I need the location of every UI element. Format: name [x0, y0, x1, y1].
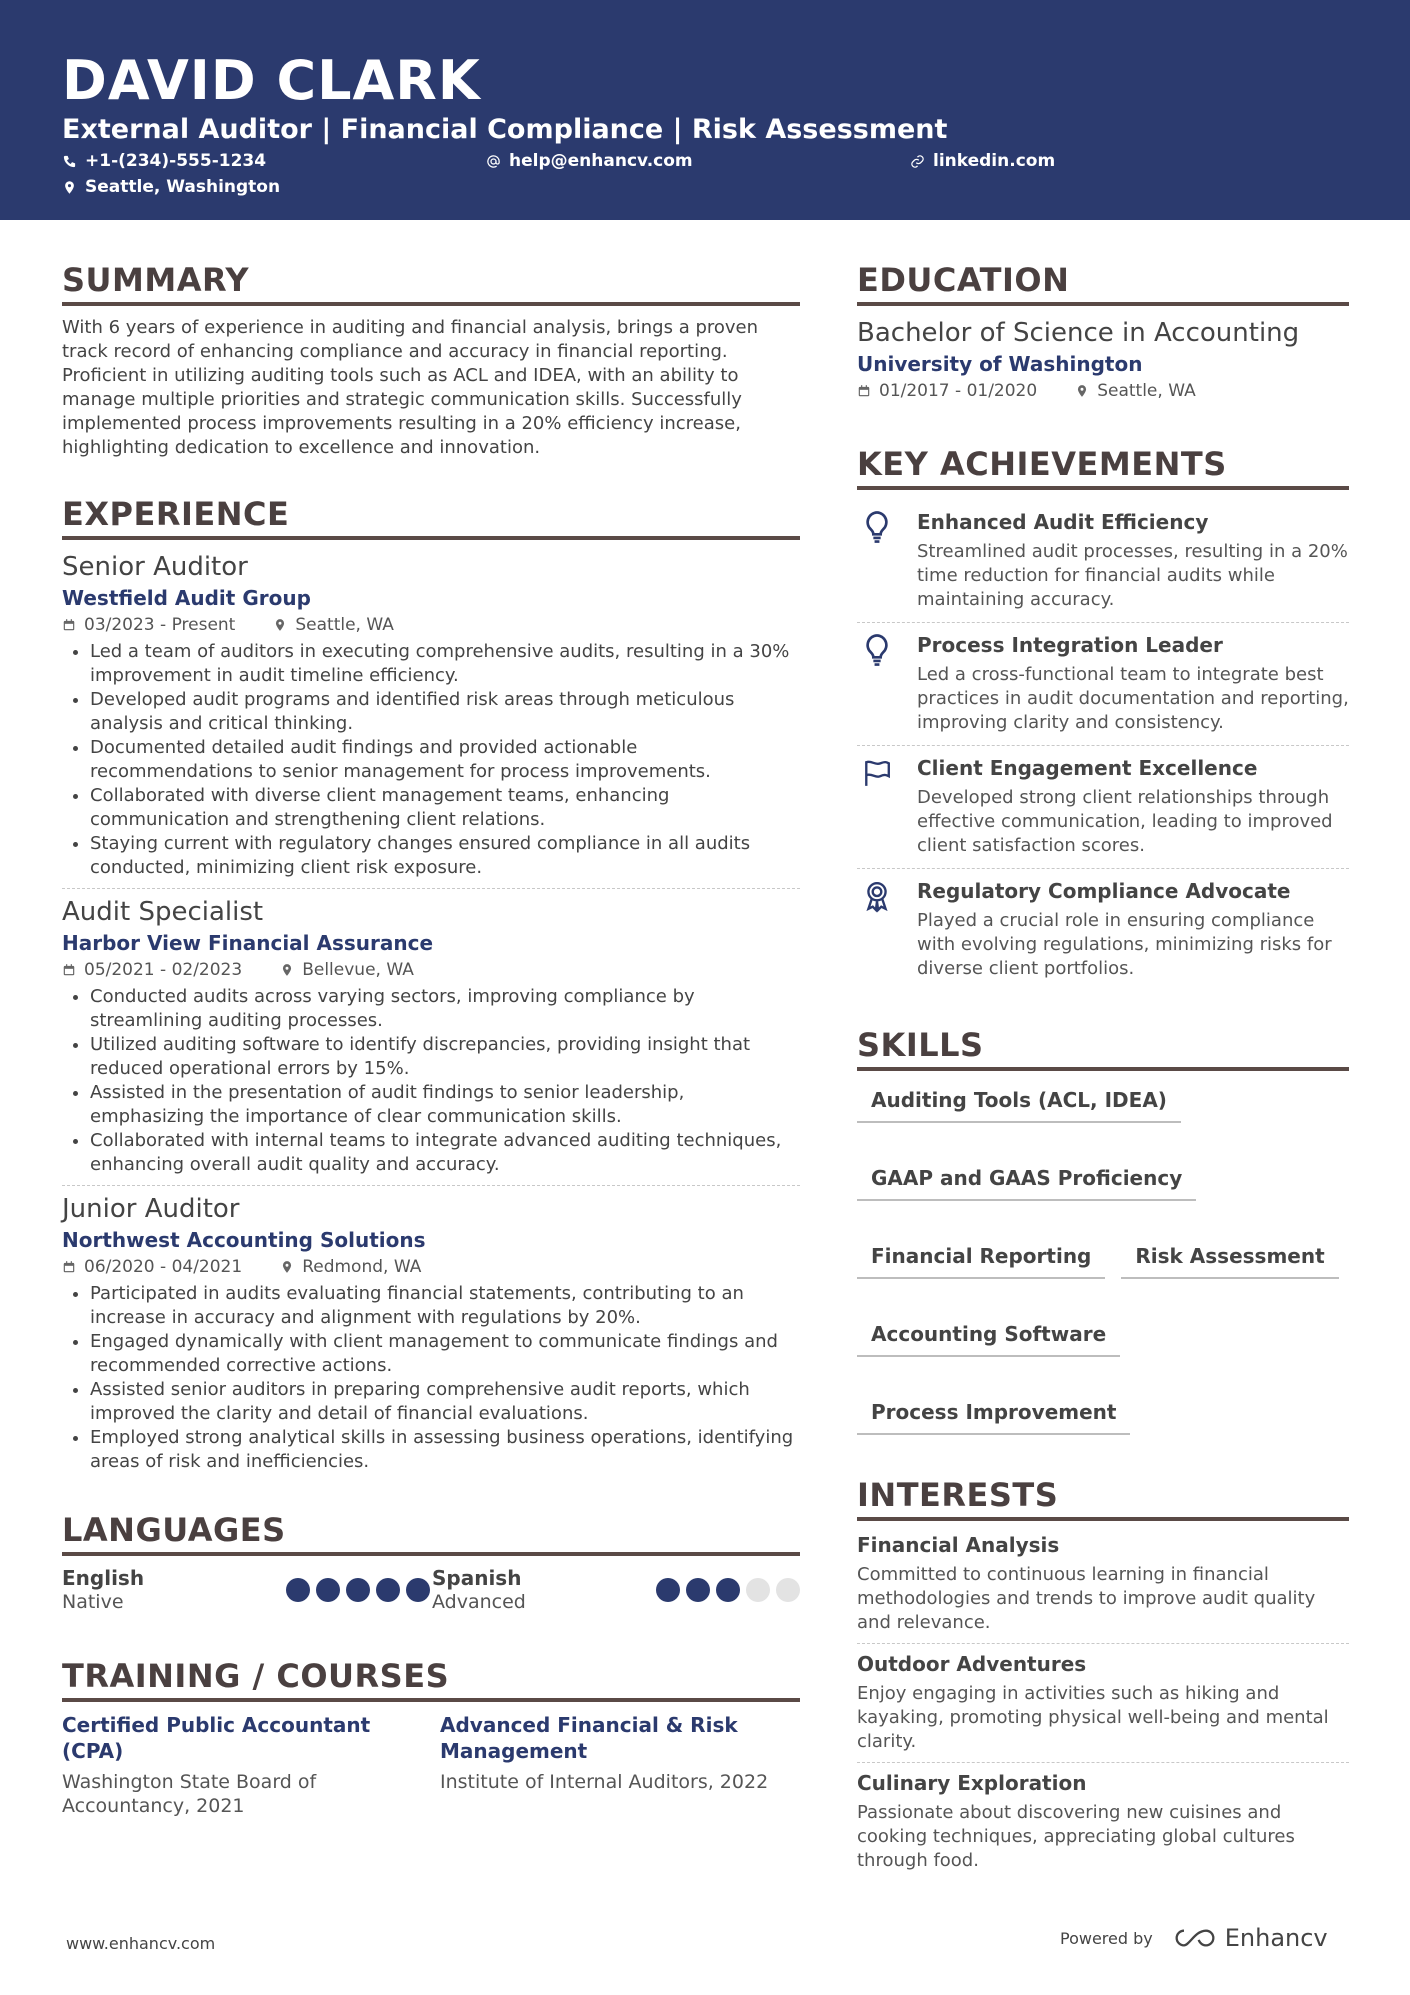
- achievement-title: Regulatory Compliance Advocate: [917, 879, 1291, 903]
- rating-dot: [376, 1578, 400, 1602]
- job-bullets: [62, 1282, 800, 1474]
- rating-dot: [686, 1578, 710, 1602]
- training-title: TRAINING / COURSES: [62, 1656, 800, 1702]
- summary-text: With 6 years of experience in auditing and financial analysis, brings a proven track record of enhancing compliance and accuracy in financial reporting. Proficient in utilizing auditing tools such as ACL and IDEA, with an ability to manage multiple priorities and strategic communication skills. Successfully implemented process improvements resulting in a 20% efficiency increase, highlighting dedication to excellence and innovation.: [62, 317, 759, 458]
- lightbulb-icon: [862, 510, 892, 544]
- infinity-logo-icon: [1173, 1927, 1217, 1949]
- contact-website[interactable]: [910, 150, 1055, 172]
- job-dates: 05/2021 - 02/2023: [84, 960, 243, 980]
- contact-phone-text: +1-(234)-555-1234: [85, 151, 267, 171]
- job-bullet: • Documented detailed audit findings and provided actionable recommendations to senior management for process improvements.: [90, 736, 800, 784]
- interest-desc: Passionate about discovering new cuisines and cooking techniques, appreciating global cultures through food.: [857, 1802, 1295, 1871]
- achievement-icon-wrap: [857, 754, 897, 858]
- language-level: Advanced: [432, 1591, 526, 1613]
- divider: [62, 888, 800, 889]
- experience-item: [62, 1192, 800, 1474]
- job-bullet: • Utilized auditing software to identify discrepancies, providing insight that reduced operational errors by 15%.: [90, 1033, 800, 1081]
- contact-website-text: linkedin.com: [933, 151, 1056, 171]
- brand-logo[interactable]: [1173, 1924, 1328, 1952]
- powered-by-label: Powered by: [1060, 1928, 1153, 1948]
- course-title: Certified Public Accountant (CPA): [62, 1713, 371, 1763]
- job-bullet: • Employed strong analytical skills in assessing business operations, identifying areas of risk and inefficiencies.: [90, 1426, 800, 1474]
- interest-title: Culinary Exploration: [857, 1771, 1087, 1795]
- job-company: Westfield Audit Group: [62, 586, 311, 610]
- job-meta: [62, 1254, 800, 1280]
- job-bullet: • Collaborated with diverse client management teams, enhancing communication and strengthening client relations.: [90, 784, 800, 832]
- achievement-icon-wrap: [857, 631, 897, 735]
- course-institution: Washington State Board of Accountancy, 2021: [62, 1771, 317, 1817]
- job-dates: 06/2020 - 04/2021: [84, 1257, 243, 1277]
- language-rating: [656, 1578, 800, 1602]
- location-pin-icon: [280, 963, 294, 977]
- education-school: University of Washington: [857, 352, 1143, 376]
- interest-title: Financial Analysis: [857, 1533, 1060, 1557]
- contact-email[interactable]: [486, 150, 693, 172]
- achievement-title: Enhanced Audit Efficiency: [917, 510, 1209, 534]
- job-company: Harbor View Financial Assurance: [62, 931, 434, 955]
- job-bullet: • Participated in audits evaluating financial statements, contributing to an increase in accuracy and alignment with regulations by 20%.: [90, 1282, 800, 1330]
- language-name: Spanish: [432, 1566, 522, 1590]
- divider: [857, 1643, 1349, 1644]
- brand-name: Enhancv: [1224, 1924, 1328, 1952]
- languages-title: LANGUAGES: [62, 1510, 800, 1556]
- interest-desc: Committed to continuous learning in financial methodologies and trends to improve audit quality and relevance.: [857, 1564, 1316, 1633]
- candidate-name: DAVID CLARK: [62, 49, 481, 112]
- location-pin-icon: [280, 1260, 294, 1274]
- left-column: [62, 260, 800, 1818]
- job-meta: [62, 612, 800, 638]
- achievement-icon-wrap: [857, 508, 897, 612]
- rating-dot: [656, 1578, 680, 1602]
- location-pin-icon: [62, 180, 77, 195]
- achievement-item: [857, 500, 1349, 622]
- interest-item: [857, 1531, 1349, 1635]
- skill-tag: Financial Reporting: [857, 1237, 1105, 1279]
- summary-title: SUMMARY: [62, 260, 800, 306]
- candidate-headline: External Auditor | Financial Compliance | Risk Assessment: [62, 114, 948, 145]
- contact-location-text: Seattle, Washington: [85, 177, 281, 197]
- job-bullet: • Staying current with regulatory changes ensured compliance in all audits conducted, minimizing client risk exposure.: [90, 832, 800, 880]
- interest-item: [857, 1769, 1349, 1873]
- skill-tag: GAAP and GAAS Proficiency: [857, 1159, 1196, 1201]
- job-meta: [62, 957, 800, 983]
- achievement-desc: Streamlined audit processes, resulting in a 20% time reduction for financial audits while maintaining accuracy.: [917, 541, 1348, 610]
- right-column: [857, 260, 1349, 1873]
- job-bullet: • Conducted audits across varying sectors, improving compliance by streamlining auditing processes.: [90, 985, 800, 1033]
- link-icon: [910, 154, 925, 169]
- job-role: Junior Auditor: [62, 1194, 240, 1224]
- interest-item: [857, 1650, 1349, 1754]
- achievement-desc: Led a cross-functional team to integrate best practices in audit documentation and reporting, improving clarity and consistency.: [917, 664, 1349, 733]
- rating-dot: [716, 1578, 740, 1602]
- divider: [62, 1185, 800, 1186]
- courses-list: [62, 1712, 800, 1818]
- job-company: Northwest Accounting Solutions: [62, 1228, 426, 1252]
- phone-icon: [62, 154, 77, 169]
- job-location: Redmond, WA: [302, 1257, 422, 1277]
- resume-header: [0, 0, 1410, 220]
- contact-location: [62, 176, 280, 198]
- skills-list: [857, 1081, 1349, 1435]
- skill-tag: Risk Assessment: [1121, 1237, 1338, 1279]
- footer-branding: [1060, 1924, 1328, 1952]
- rating-dot: [316, 1578, 340, 1602]
- experience-item: [62, 550, 800, 880]
- calendar-icon: [62, 1260, 76, 1274]
- course-item: [62, 1712, 422, 1818]
- calendar-icon: [62, 618, 76, 632]
- calendar-icon: [857, 384, 871, 398]
- job-dates: 03/2023 - Present: [84, 615, 236, 635]
- languages-list: [62, 1566, 800, 1614]
- achievement-icon-wrap: [857, 877, 897, 981]
- language-rating: [286, 1578, 430, 1602]
- education-dates: 01/2017 - 01/2020: [879, 381, 1038, 401]
- job-bullet: • Engaged dynamically with client management to communicate findings and recommended corrective actions.: [90, 1330, 800, 1378]
- rating-dot: [286, 1578, 310, 1602]
- language-name: English: [62, 1566, 145, 1590]
- job-bullet: • Assisted in the presentation of audit findings to senior leadership, emphasizing the importance of clear communication skills.: [90, 1081, 800, 1129]
- achievement-item: [857, 623, 1349, 745]
- calendar-icon: [62, 963, 76, 977]
- contact-phone[interactable]: [62, 150, 266, 172]
- footer-website[interactable]: www.enhancv.com: [66, 1934, 216, 1953]
- location-pin-icon: [1075, 384, 1089, 398]
- at-icon: [486, 154, 501, 169]
- education-meta: [857, 378, 1349, 404]
- job-location: Bellevue, WA: [302, 960, 414, 980]
- location-pin-icon: [273, 618, 287, 632]
- job-bullet: • Developed audit programs and identified risk areas through meticulous analysis and critical thinking.: [90, 688, 800, 736]
- flag-icon: [862, 756, 892, 790]
- achievement-title: Client Engagement Excellence: [917, 756, 1258, 780]
- job-role: Senior Auditor: [62, 552, 248, 582]
- language-item: [62, 1566, 430, 1614]
- achievement-item: [857, 869, 1349, 991]
- achievement-desc: Played a crucial role in ensuring compliance with evolving regulations, minimizing risks for diverse client portfolios.: [917, 910, 1332, 979]
- job-bullet: • Collaborated with internal teams to integrate advanced auditing techniques, enhancing overall audit quality and accuracy.: [90, 1129, 800, 1177]
- experience-title: EXPERIENCE: [62, 494, 800, 540]
- achievement-title: Process Integration Leader: [917, 633, 1223, 657]
- interest-title: Outdoor Adventures: [857, 1652, 1087, 1676]
- job-role: Audit Specialist: [62, 897, 264, 927]
- job-bullet: • Led a team of auditors in executing comprehensive audits, resulting in a 30% improvement in audit timeline efficiency.: [90, 640, 800, 688]
- achievement-item: [857, 746, 1349, 868]
- contact-email-text: help@enhancv.com: [509, 151, 693, 171]
- interest-desc: Enjoy engaging in activities such as hiking and kayaking, promoting physical well-being and mental clarity.: [857, 1683, 1329, 1752]
- achievement-desc: Developed strong client relationships through effective communication, leading to improved client satisfaction scores.: [917, 787, 1333, 856]
- award-icon: [862, 879, 892, 913]
- education-title: EDUCATION: [857, 260, 1349, 306]
- divider: [857, 1762, 1349, 1763]
- job-location: Seattle, WA: [295, 615, 394, 635]
- lightbulb-icon: [862, 633, 892, 667]
- interests-title: INTERESTS: [857, 1475, 1349, 1521]
- course-title: Advanced Financial & Risk Management: [440, 1713, 738, 1763]
- achievements-title: KEY ACHIEVEMENTS: [857, 444, 1349, 490]
- language-item: [432, 1566, 800, 1614]
- course-institution: Institute of Internal Auditors, 2022: [440, 1771, 769, 1793]
- education-location: Seattle, WA: [1097, 381, 1196, 401]
- skill-tag: Accounting Software: [857, 1315, 1120, 1357]
- job-bullet: • Assisted senior auditors in preparing comprehensive audit reports, which improved the clarity and detail of financial evaluations.: [90, 1378, 800, 1426]
- education-degree: Bachelor of Science in Accounting: [857, 318, 1300, 348]
- skill-tag: Process Improvement: [857, 1393, 1130, 1435]
- skills-title: SKILLS: [857, 1025, 1349, 1071]
- rating-dot: [776, 1578, 800, 1602]
- course-item: [440, 1712, 800, 1818]
- skill-tag: Auditing Tools (ACL, IDEA): [857, 1081, 1181, 1123]
- experience-item: [62, 895, 800, 1177]
- job-bullets: [62, 640, 800, 880]
- language-level: Native: [62, 1591, 124, 1613]
- job-bullets: [62, 985, 800, 1177]
- rating-dot: [746, 1578, 770, 1602]
- rating-dot: [406, 1578, 430, 1602]
- rating-dot: [346, 1578, 370, 1602]
